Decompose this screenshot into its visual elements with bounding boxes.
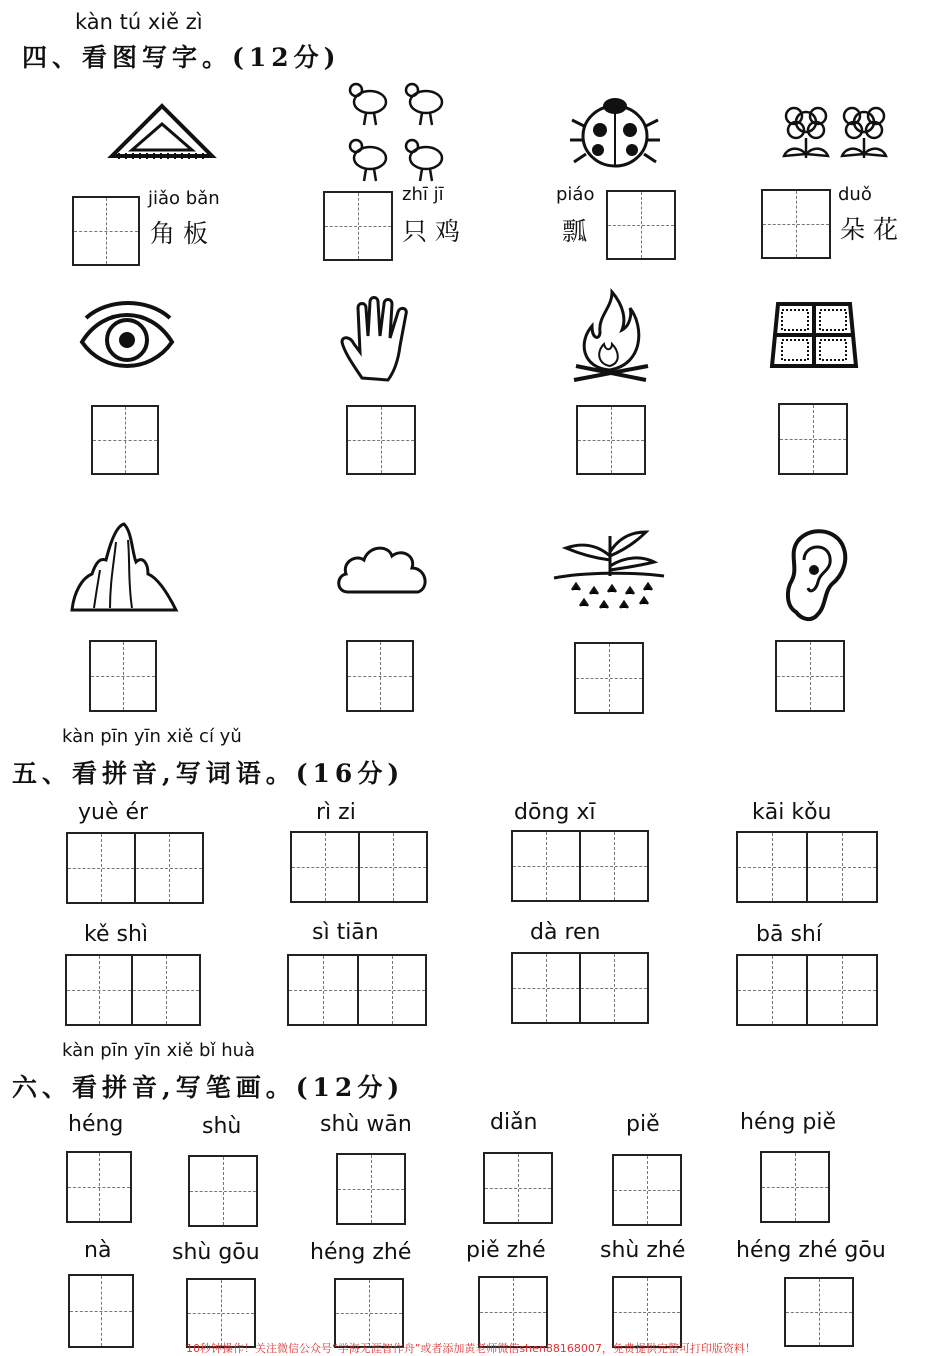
- writing-box[interactable]: [66, 1151, 132, 1223]
- writing-box[interactable]: [91, 405, 159, 475]
- writing-box[interactable]: [806, 831, 878, 903]
- writing-box[interactable]: [68, 1274, 134, 1348]
- writing-box[interactable]: [323, 191, 393, 261]
- field-icon: [770, 300, 858, 372]
- writing-box[interactable]: [784, 1277, 854, 1347]
- writing-box[interactable]: [760, 1151, 830, 1223]
- stroke-pinyin: nà: [84, 1238, 112, 1263]
- chickens-icon: [346, 78, 450, 188]
- writing-box[interactable]: [188, 1155, 258, 1227]
- pinyin-label: zhī jī: [402, 184, 444, 205]
- writing-box[interactable]: [66, 832, 136, 904]
- ladybug-icon: [570, 92, 660, 170]
- writing-box[interactable]: [334, 1278, 404, 1348]
- writing-box[interactable]: [576, 405, 646, 475]
- writing-box[interactable]: [612, 1154, 682, 1226]
- section5-title-pinyin: kàn pīn yīn xiě cí yǔ: [62, 726, 242, 747]
- writing-box[interactable]: [358, 831, 428, 903]
- writing-box[interactable]: [336, 1153, 406, 1225]
- writing-box[interactable]: [346, 640, 414, 712]
- section4-title-pinyin: kàn tú xiě zì: [75, 10, 203, 34]
- stroke-pinyin: diǎn: [490, 1110, 538, 1135]
- word-pinyin: bā shí: [756, 922, 822, 947]
- writing-box[interactable]: [806, 954, 878, 1026]
- fire-icon: [570, 286, 652, 384]
- section4-title: 四、看图写字。(12分): [22, 43, 341, 72]
- writing-box[interactable]: [612, 1276, 682, 1348]
- stroke-pinyin: héng piě: [740, 1110, 836, 1135]
- hanzi-label: 只鸡: [402, 217, 469, 246]
- writing-box[interactable]: [89, 640, 157, 712]
- writing-box[interactable]: [131, 954, 201, 1026]
- writing-box[interactable]: [606, 190, 676, 260]
- writing-box[interactable]: [778, 403, 848, 475]
- section6-title: 六、看拼音,写笔画。(12分): [12, 1073, 405, 1102]
- stroke-pinyin: héng zhé: [310, 1240, 412, 1265]
- writing-box[interactable]: [186, 1278, 256, 1348]
- writing-box[interactable]: [775, 640, 845, 712]
- cloud-icon: [334, 540, 432, 598]
- word-pinyin: yuè ér: [78, 800, 149, 825]
- writing-box[interactable]: [65, 954, 133, 1026]
- word-pinyin: rì zi: [316, 800, 356, 825]
- footer-promo: 10秒钟操作！关注微信公众号“学海无涯智作舟”或者添加黄老师微信shen88168007，免费提供完整可打印版资料！: [186, 1342, 756, 1355]
- writing-box[interactable]: [287, 954, 359, 1026]
- writing-box[interactable]: [511, 952, 581, 1024]
- ear-icon: [782, 526, 848, 624]
- stroke-pinyin: shù zhé: [600, 1238, 686, 1263]
- writing-box[interactable]: [72, 196, 140, 266]
- section6-title-pinyin: kàn pīn yīn xiě bǐ huà: [62, 1040, 256, 1061]
- word-pinyin: dà ren: [530, 920, 601, 945]
- word-pinyin: kě shì: [84, 922, 149, 947]
- writing-box[interactable]: [511, 830, 581, 902]
- flowers-icon: [778, 100, 896, 164]
- section5-title: 五、看拼音,写词语。(16分): [12, 759, 405, 788]
- word-pinyin: sì tiān: [312, 920, 379, 945]
- hanzi-label: 角板: [150, 219, 217, 248]
- writing-box[interactable]: [483, 1152, 553, 1224]
- writing-box[interactable]: [761, 189, 831, 259]
- writing-box[interactable]: [134, 832, 204, 904]
- hanzi-label: 朵花: [840, 215, 907, 244]
- writing-box[interactable]: [346, 405, 416, 475]
- hanzi-label: 瓢: [562, 217, 596, 246]
- pinyin-label: jiǎo bǎn: [148, 188, 220, 209]
- stroke-pinyin: shù wān: [320, 1112, 412, 1137]
- writing-box[interactable]: [290, 831, 360, 903]
- writing-box[interactable]: [574, 642, 644, 714]
- pinyin-label: duǒ: [838, 184, 872, 205]
- hand-icon: [340, 296, 420, 382]
- triangle-ruler-icon: [108, 104, 216, 160]
- pinyin-label: piáo: [556, 184, 595, 205]
- stroke-pinyin: shù gōu: [172, 1240, 260, 1265]
- writing-box[interactable]: [736, 831, 808, 903]
- sprout-icon: [554, 526, 666, 612]
- writing-box[interactable]: [478, 1276, 548, 1348]
- mountain-icon: [70, 522, 178, 614]
- stroke-pinyin: piě: [626, 1112, 660, 1137]
- writing-box[interactable]: [579, 830, 649, 902]
- writing-box[interactable]: [357, 954, 427, 1026]
- writing-box[interactable]: [579, 952, 649, 1024]
- stroke-pinyin: piě zhé: [466, 1238, 546, 1263]
- eye-icon: [78, 296, 176, 376]
- stroke-pinyin: héng: [68, 1112, 124, 1137]
- stroke-pinyin: héng zhé gōu: [736, 1238, 886, 1263]
- word-pinyin: dōng xī: [514, 800, 596, 825]
- writing-box[interactable]: [736, 954, 808, 1026]
- word-pinyin: kāi kǒu: [752, 800, 832, 825]
- stroke-pinyin: shù: [202, 1114, 242, 1139]
